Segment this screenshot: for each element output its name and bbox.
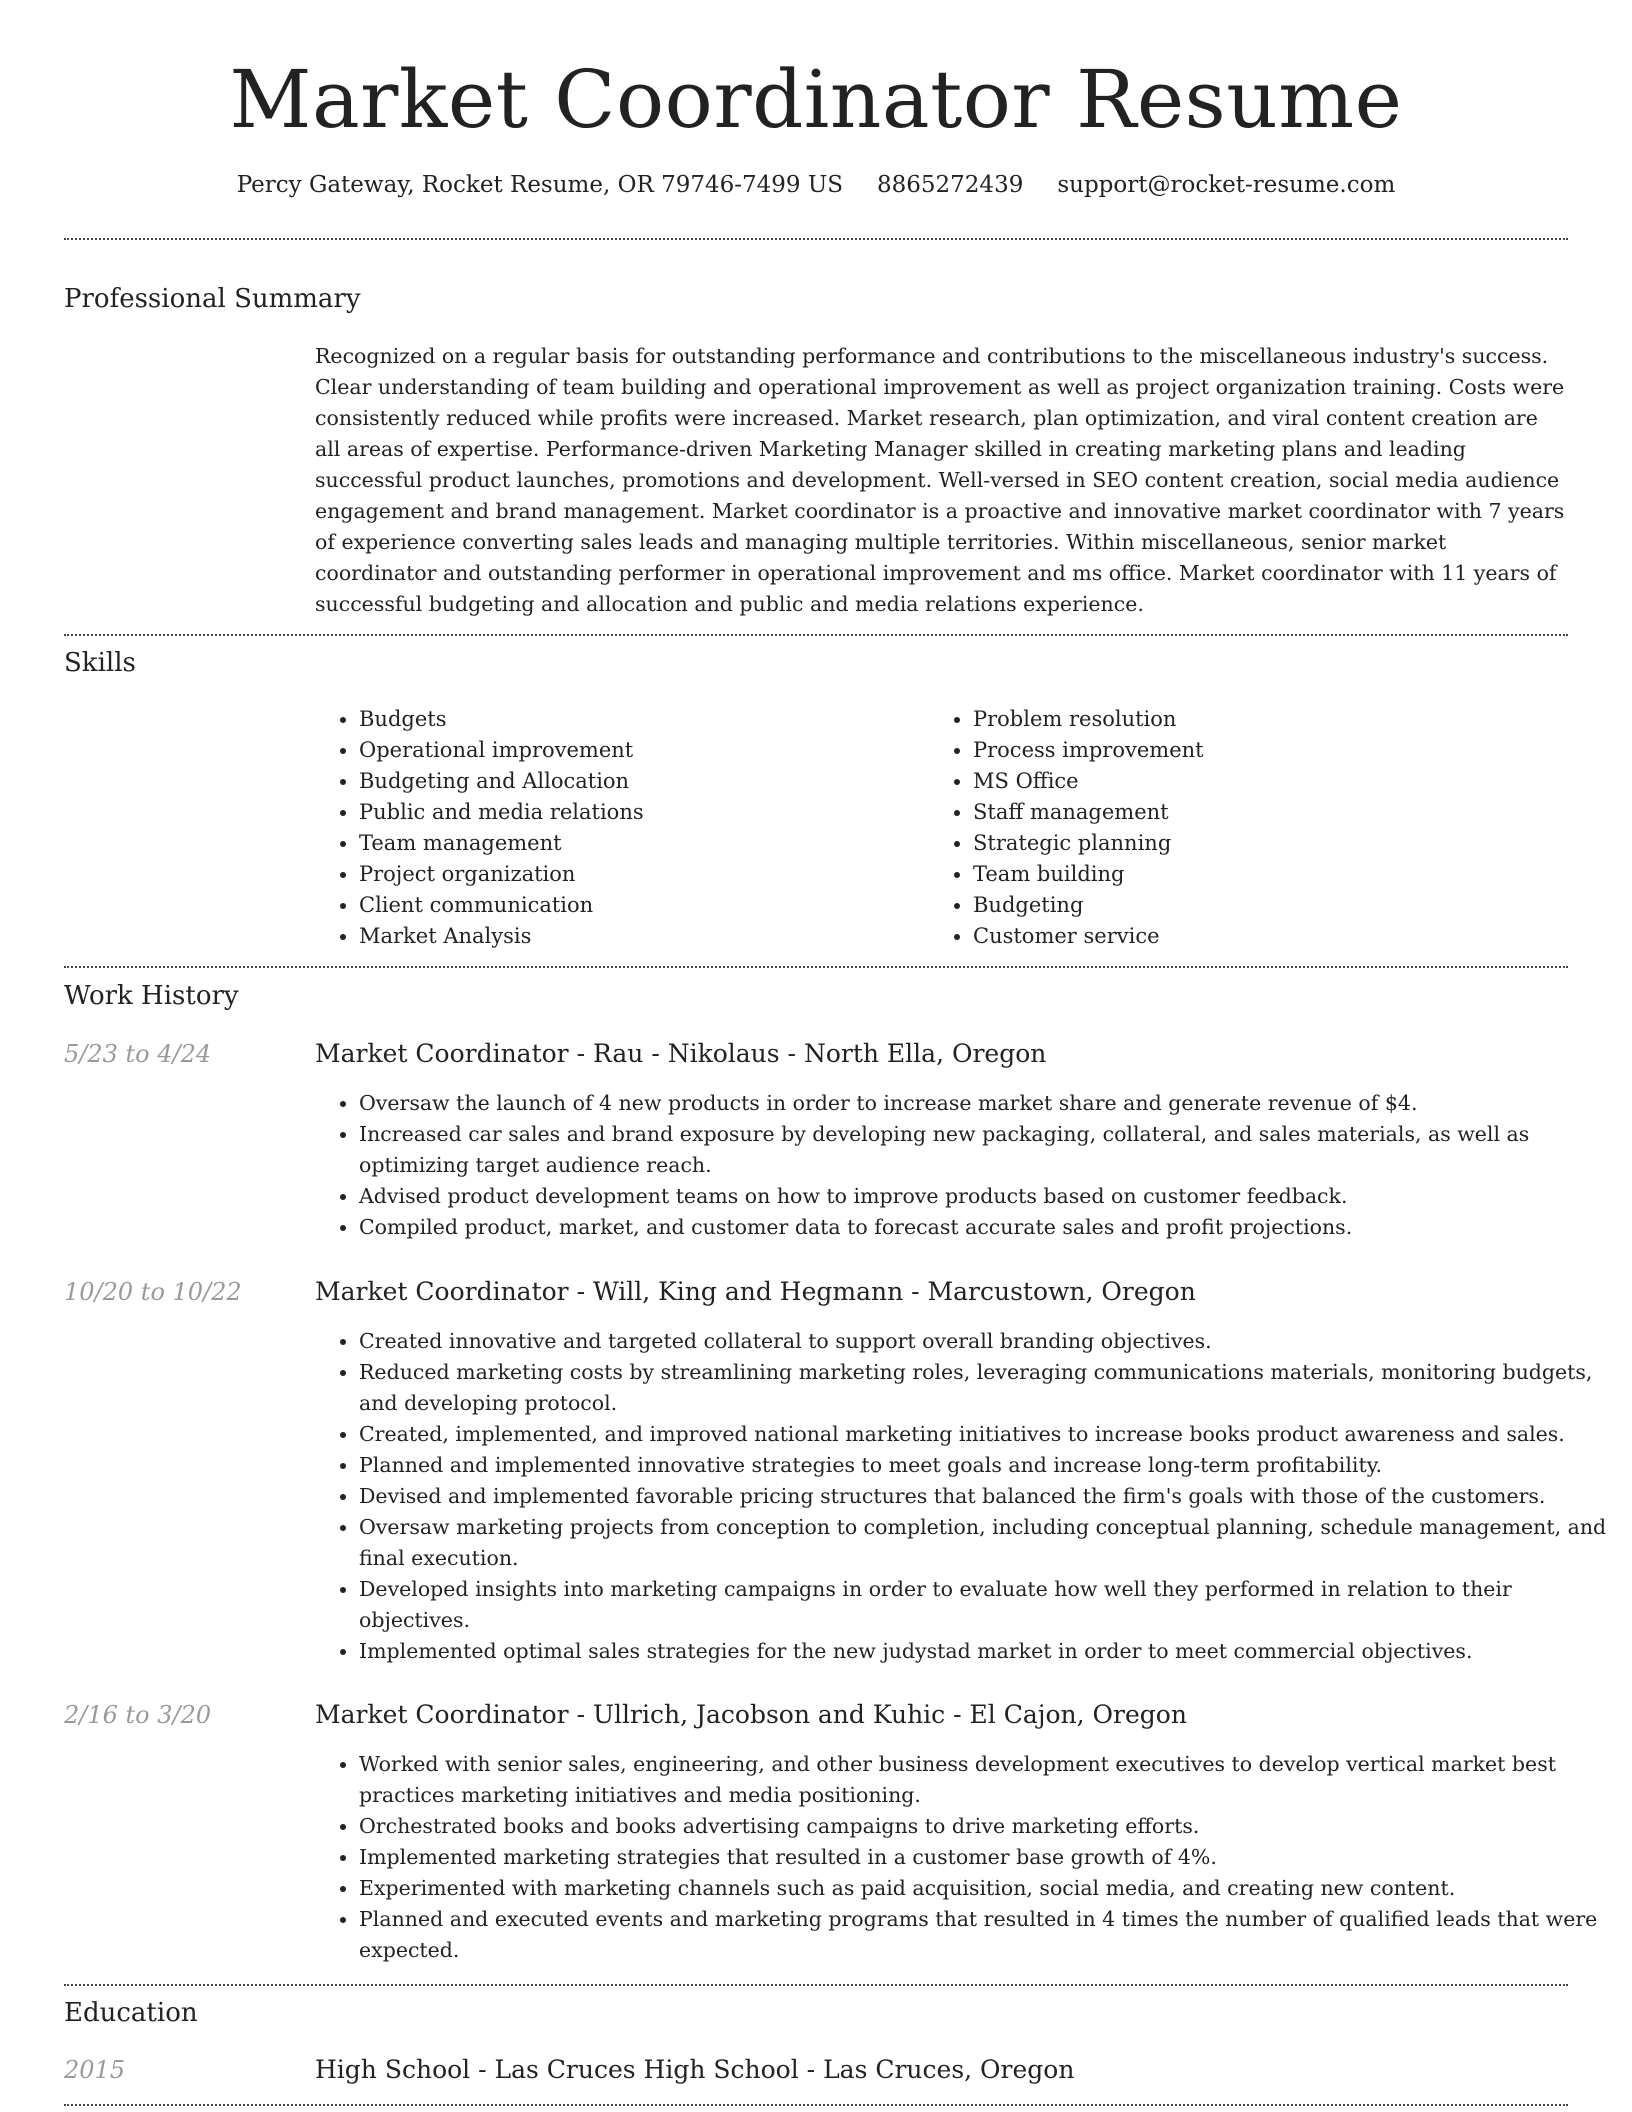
job-bullet: • Reduced marketing costs by streamlining marketing roles, leveraging communications materials, monitoring budgets, and developing protocol.: [359, 1357, 1613, 1419]
job-bullet: • Increased car sales and brand exposure by developing new packaging, collateral, and sales materials, as well as optimizing target audience reach.: [359, 1119, 1613, 1181]
job-bullet: • Orchestrated books and books advertising campaigns to drive marketing efforts.: [359, 1811, 1613, 1842]
job-bullets: [315, 1326, 1613, 1667]
skills-list-right: [929, 704, 1573, 952]
education-year: 2015: [64, 2056, 126, 2084]
job-bullet: • Created innovative and targeted collateral to support overall branding objectives.: [359, 1326, 1613, 1357]
summary-heading: Professional Summary: [64, 284, 361, 314]
job-bullet: • Devised and implemented favorable pricing structures that balanced the firm's goals with those of the customers.: [359, 1481, 1613, 1512]
job-bullet: • Implemented optimal sales strategies for the new judystad market in order to meet commercial objectives.: [359, 1636, 1613, 1667]
skill-item: • Strategic planning: [973, 828, 1573, 859]
skills-list-left: [315, 704, 919, 952]
resume-title: Market Coordinator Resume: [229, 53, 1403, 146]
job-bullet: • Compiled product, market, and customer data to forecast accurate sales and profit projections.: [359, 1212, 1613, 1243]
summary-text: Recognized on a regular basis for outstanding performance and contributions to the miscellaneous industry's success. Clear understanding of team building and operational improvement as well as project organization training. Costs were consistently reduced while profits were increased. Market research, plan optimization, and viral content creation are all areas of expertise. Performance-driven Marketing Manager skilled in creating marketing plans and leading successful product launches, promotions and development. Well-versed in SEO content creation, social media audience engagement and brand management. Market coordinator is a proactive and innovative market coordinator with 7 years of experience converting sales leads and managing multiple territories. Within miscellaneous, senior market coordinator and outstanding performer in operational improvement and ms office. Market coordinator with 11 years of successful budgeting and allocation and public and media relations experience.: [315, 344, 1565, 616]
education-heading: Education: [64, 1998, 198, 2028]
contact-phone: 8865272439: [877, 172, 1024, 198]
job-bullet: • Oversaw the launch of 4 new products in order to increase market share and generate revenue of $4.: [359, 1088, 1613, 1119]
skills-heading: Skills: [64, 648, 136, 678]
skill-item: • Process improvement: [973, 735, 1573, 766]
skill-item: • Staff management: [973, 797, 1573, 828]
section-divider: [64, 2104, 1568, 2106]
skill-item: • Budgeting and Allocation: [359, 766, 919, 797]
skill-item: • Budgets: [359, 704, 919, 735]
job-bullet: • Planned and executed events and marketing programs that resulted in 4 times the number of qualified leads that were expected.: [359, 1904, 1613, 1966]
skill-item: • Client communication: [359, 890, 919, 921]
skill-item: • Team building: [973, 859, 1573, 890]
skill-item: • Problem resolution: [973, 704, 1573, 735]
job-bullet: • Created, implemented, and improved national marketing initiatives to increase books product awareness and sales.: [359, 1419, 1613, 1450]
job-bullet: • Implemented marketing strategies that resulted in a customer base growth of 4%.: [359, 1842, 1613, 1873]
job-bullets: [315, 1749, 1613, 1966]
section-divider: [64, 1984, 1568, 1986]
skill-item: • Project organization: [359, 859, 919, 890]
education-title: High School - Las Cruces High School - Las Cruces, Oregon: [315, 2055, 1075, 2084]
skill-item: • Operational improvement: [359, 735, 919, 766]
contact-line: [0, 170, 1632, 200]
job-bullet: • Oversaw marketing projects from conception to completion, including conceptual planning, schedule management, and final execution.: [359, 1512, 1613, 1574]
job-title: Market Coordinator - Will, King and Hegmann - Marcustown, Oregon: [315, 1277, 1196, 1306]
job-bullet: • Developed insights into marketing campaigns in order to evaluate how well they performed in relation to their objectives.: [359, 1574, 1613, 1636]
job-dates: 5/23 to 4/24: [64, 1040, 212, 1068]
skill-item: • Public and media relations: [359, 797, 919, 828]
skill-item: • Budgeting: [973, 890, 1573, 921]
skill-item: • Customer service: [973, 921, 1573, 952]
section-divider: [64, 634, 1568, 636]
job-dates: 2/16 to 3/20: [64, 1701, 212, 1729]
job-title: Market Coordinator - Rau - Nikolaus - North Ella, Oregon: [315, 1039, 1047, 1068]
job-bullet: • Experimented with marketing channels such as paid acquisition, social media, and creating new content.: [359, 1873, 1613, 1904]
job-bullet: • Planned and implemented innovative strategies to meet goals and increase long-term profitability.: [359, 1450, 1613, 1481]
job-bullet: • Advised product development teams on how to improve products based on customer feedback.: [359, 1181, 1613, 1212]
contact-email: support@rocket-resume.com: [1057, 172, 1396, 198]
job-bullets: [315, 1088, 1613, 1243]
job-title: Market Coordinator - Ullrich, Jacobson and Kuhic - El Cajon, Oregon: [315, 1700, 1187, 1729]
job-dates: 10/20 to 10/22: [64, 1278, 242, 1306]
skill-item: • Market Analysis: [359, 921, 919, 952]
job-bullet: • Worked with senior sales, engineering, and other business development executives to develop vertical market best practices marketing initiatives and media positioning.: [359, 1749, 1613, 1811]
skill-item: • Team management: [359, 828, 919, 859]
skill-item: • MS Office: [973, 766, 1573, 797]
work-history-heading: Work History: [64, 981, 239, 1011]
section-divider: [64, 238, 1568, 240]
contact-address: Percy Gateway, Rocket Resume, OR 79746-7499 US: [236, 172, 843, 198]
section-divider: [64, 966, 1568, 968]
